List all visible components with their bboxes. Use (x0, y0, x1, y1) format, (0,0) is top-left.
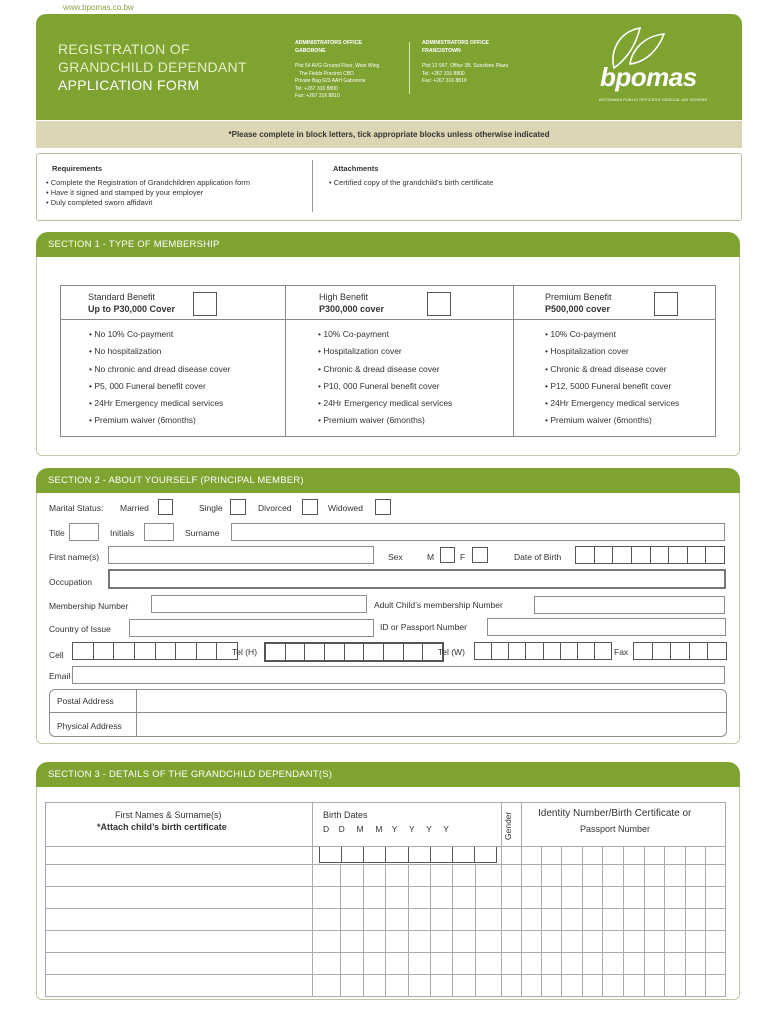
high-benefit-checkbox[interactable] (427, 292, 451, 316)
physical-address-label: Physical Address (57, 721, 122, 731)
id-passport-field[interactable] (487, 618, 726, 636)
premium-benefit-checkbox[interactable] (654, 292, 678, 316)
names-column-header: First Names & Surname(s) (115, 810, 222, 820)
standard-benefit-checkbox[interactable] (193, 292, 217, 316)
cell-label: Cell (49, 650, 64, 660)
occupation-field[interactable] (108, 569, 726, 589)
id-passport-label: ID or Passport Number (380, 622, 467, 632)
surname-field[interactable] (231, 523, 725, 541)
adult-child-membership-label: Adult Child’s membership Number (374, 600, 503, 610)
attach-birth-certificate-note: *Attach child’s birth certificate (97, 822, 227, 832)
section3-header: SECTION 3 - DETAILS OF THE GRANDCHILD DEPENDANT(S) (36, 762, 740, 787)
title-line-3: APPLICATION FORM (58, 77, 200, 93)
physical-address-field[interactable] (138, 714, 724, 734)
fax-field[interactable] (633, 642, 727, 660)
surname-label: Surname (185, 528, 220, 538)
birth-dates-column-header: Birth Dates (323, 810, 368, 820)
fax-label: Fax (614, 647, 629, 657)
title-line-1: REGISTRATION OF (58, 41, 190, 57)
instruction-bar: *Please complete in block letters, tick appropriate blocks unless otherwise indicated (36, 121, 742, 148)
attachments-list: • Certified copy of the grandchild’s birth certificate (329, 178, 494, 187)
tel-work-label: Tel (W) (438, 647, 465, 657)
country-of-issue-label: Country of Issue (49, 624, 111, 634)
dependants-table (45, 802, 726, 997)
female-label: F (460, 552, 466, 562)
tel-home-label: Tel (H) (232, 647, 258, 657)
requirements-list: • Complete the Registration of Grandchildren application form • Have it signed and stamped by your employer • Duly completed sworn affidavit (46, 178, 250, 207)
adult-child-membership-field[interactable] (534, 596, 725, 614)
section1-header: SECTION 1 - TYPE OF MEMBERSHIP (36, 232, 740, 257)
gaborone-office: ADMINISTRATORS OFFICE GABORONE Plot 54 AVG Ground Floor, West Wing The Fields Precinct CBD Private Bag 623 AAH Gaborone Tel: +267 316 8800 Fax: +267 316 8810 (295, 40, 380, 99)
section2-header: SECTION 2 - ABOUT YOURSELF (PRINCIPAL MEMBER) (36, 468, 740, 493)
requirements-divider (312, 160, 313, 212)
requirements-heading: Requirements (52, 164, 103, 173)
marital-status-label: Marital Status: (49, 503, 104, 513)
female-checkbox[interactable] (472, 547, 488, 563)
male-checkbox[interactable] (440, 547, 455, 563)
plan-standard: Standard Benefit Up to P30,000 Cover (88, 292, 176, 314)
tel-home-field[interactable] (264, 642, 444, 662)
country-of-issue-field[interactable] (129, 619, 374, 637)
title-field[interactable] (69, 523, 99, 541)
sex-label: Sex (388, 552, 403, 562)
initials-field[interactable] (144, 523, 174, 541)
first-names-field[interactable] (108, 546, 374, 564)
postal-address-label: Postal Address (57, 696, 114, 706)
male-label: M (427, 552, 435, 562)
plan-premium: Premium Benefit P500,000 cover (545, 292, 612, 314)
email-label: Email (49, 671, 71, 681)
single-checkbox[interactable] (230, 499, 246, 515)
form-title (58, 40, 247, 94)
divorced-checkbox[interactable] (302, 499, 318, 515)
widowed-label: Widowed (328, 503, 363, 513)
passport-number-label: Passport Number (580, 824, 651, 834)
identity-column-header: Identity Number/Birth Certificate or (538, 808, 692, 819)
birth-date-format: D D M M Y Y Y Y (323, 824, 449, 834)
attachments-heading: Attachments (333, 164, 379, 173)
single-label: Single (199, 503, 223, 513)
bpomas-logo: bpomas (600, 62, 697, 92)
plan-high: High Benefit P300,000 cover (319, 292, 385, 314)
email-field[interactable] (72, 666, 725, 684)
widowed-checkbox[interactable] (375, 499, 391, 515)
married-checkbox[interactable] (158, 499, 173, 515)
married-label: Married (120, 503, 149, 513)
cell-field[interactable] (72, 642, 238, 660)
address-box (49, 689, 727, 737)
dob-field[interactable] (575, 546, 725, 564)
francistown-office: ADMINISTRATORS OFFICE FRANCISTOWN Plot 12 997, Office 3B, Sunshine Plaza Tel: +267 316 8800 Fax: +267 316 8810 (422, 40, 509, 84)
plan-premium-features: • 10% Co-payment • Hospitalization cover • Chronic & dread disease cover • P12, 5000 Funeral benefit cover • 24Hr Emergency medical services • Premium waiver (6months) (545, 329, 680, 426)
gender-column-header: Gender (503, 811, 513, 840)
initials-label: Initials (110, 528, 135, 538)
occupation-label: Occupation (49, 577, 92, 587)
plan-high-features: • 10% Co-payment • Hospitalization cover • Chronic & dread disease cover • P10, 000 Funeral benefit cover • 24Hr Emergency medical services • Premium waiver (6months) (318, 329, 453, 426)
title-label: Title (49, 528, 65, 538)
birth-date-cells[interactable] (319, 846, 497, 863)
tel-work-field[interactable] (474, 642, 612, 660)
dob-label: Date of Birth (514, 552, 562, 562)
logo-subtitle: BOTSWANA PUBLIC OFFICERS' MEDICAL AID SCHEME (599, 98, 708, 102)
membership-number-field[interactable] (151, 595, 367, 613)
first-names-label: First name(s) (49, 552, 100, 562)
postal-address-field[interactable] (138, 691, 724, 711)
office-divider (409, 42, 410, 94)
dependant-names-cells[interactable] (46, 847, 311, 996)
membership-number-label: Membership Number (49, 601, 129, 611)
website-url: www.bpomas.co.bw (63, 3, 134, 12)
gender-cells[interactable] (502, 847, 521, 996)
plan-standard-features: • No 10% Co-payment • No hospitalization • No chronic and dread disease cover • P5, 000 Funeral benefit cover • 24Hr Emergency medical services • Premium waiver (6months) (89, 329, 231, 426)
title-line-2: GRANDCHILD DEPENDANT (58, 59, 247, 75)
divorced-label: Divorced (258, 503, 292, 513)
header-banner (36, 14, 742, 120)
